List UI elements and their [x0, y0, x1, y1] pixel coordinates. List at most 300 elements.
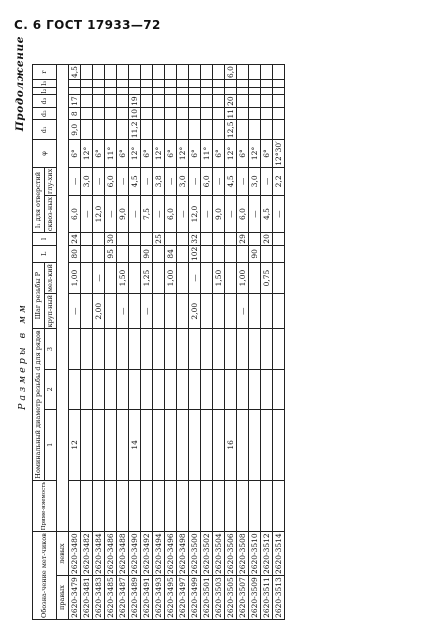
cell-l1a: —: [225, 195, 237, 232]
cell-l1a: —: [129, 195, 141, 232]
cell-d: 12: [69, 409, 81, 480]
cell-l2: [129, 87, 141, 95]
cell-d: [153, 409, 165, 480]
table-title: Размеры в мм: [17, 302, 28, 410]
cell-l1a: —: [153, 195, 165, 232]
cell-l1a: 7,5: [141, 195, 153, 232]
l-header: l: [33, 233, 57, 246]
cell-l1a: 9,0: [213, 195, 225, 232]
cell-d1: [249, 120, 261, 140]
cell-coarse: [261, 294, 273, 329]
cell-l2: [261, 87, 273, 95]
cell-l1a: 12,0: [93, 195, 105, 232]
cell-left: 2620-3488: [118, 533, 127, 575]
cell-d2r: [153, 369, 165, 409]
cell-right: 2620-3513: [274, 577, 283, 618]
cell-right: 2620-3483: [94, 577, 103, 618]
table-row: [273, 65, 285, 620]
cell-l1b: —: [213, 167, 225, 195]
cell-coarse: [273, 294, 285, 329]
cell-left: 2620-3480: [70, 533, 79, 575]
cell-r: [249, 65, 261, 80]
cell-d2: [105, 107, 117, 120]
cell-l2: [153, 87, 165, 95]
cell-d3: [273, 95, 285, 108]
cell-l1b: 3,0: [177, 167, 189, 195]
cell-fine: [81, 263, 93, 294]
cell-fine: [249, 263, 261, 294]
cell-d2: 10: [130, 108, 139, 119]
cell-right: 2620-3491: [142, 577, 151, 618]
table-row: [93, 65, 105, 620]
cell-l1b: —: [189, 167, 201, 195]
cell-app: [165, 480, 177, 531]
table-row: [249, 65, 261, 620]
cell-phi: 12°30′: [274, 141, 283, 166]
cell-r: [141, 65, 153, 80]
cell-l2: [81, 87, 93, 95]
cell-d2r: [141, 369, 153, 409]
cell-r: [93, 65, 105, 80]
right-header: правых: [57, 576, 69, 620]
cell-d3r: [213, 329, 225, 369]
cell-coarse: —: [69, 294, 81, 329]
cell-l3: [237, 80, 249, 88]
table-row: [189, 65, 201, 620]
cell-r: [177, 65, 189, 80]
cell-left: 2620-3512: [262, 533, 271, 575]
cell-l1b: —: [141, 167, 153, 195]
cell-d3r: [141, 329, 153, 369]
cell-d2r: [189, 369, 201, 409]
cell-d3: [165, 95, 177, 108]
cell-l1b: 6,0: [201, 167, 213, 195]
cell-d1: [117, 120, 129, 140]
cell-app: [249, 480, 261, 531]
cell-l1b: —: [261, 167, 273, 195]
cell-r: 4,5: [70, 66, 79, 78]
cell-phi: 12°: [249, 140, 261, 168]
cell-d3r: [93, 329, 105, 369]
cell-coarse: —: [141, 294, 153, 329]
cell-l: 30: [106, 234, 115, 244]
cell-left: 2620-3502: [202, 533, 211, 575]
cell-l2: [69, 87, 81, 95]
cell-l1a: —: [273, 195, 285, 232]
cell-l3: [153, 80, 165, 88]
cell-d2r: [117, 369, 129, 409]
cell-r: [189, 65, 201, 80]
cell-L: 102: [190, 246, 199, 262]
table-row: [153, 65, 165, 620]
cell-d3: 19: [130, 96, 139, 106]
cell-l2: [105, 87, 117, 95]
cell-d3r: [201, 329, 213, 369]
fine-header: мел-кий: [45, 263, 57, 294]
cell-l3: [69, 80, 81, 88]
cell-phi: 12°: [129, 140, 141, 168]
cell-right: 2620-3507: [238, 577, 247, 618]
cell-fine: 1,50: [117, 263, 129, 294]
cell-L: [261, 245, 273, 262]
continuation-label: Продолжение: [14, 36, 26, 132]
cell-d1: 12,5: [226, 121, 235, 139]
cell-d1: [261, 120, 273, 140]
cell-app: [117, 480, 129, 531]
cell-coarse: [249, 294, 261, 329]
cell-fine: 0,75: [261, 263, 273, 294]
cell-l2: [201, 87, 213, 95]
cell-d3r: [189, 329, 201, 369]
cell-l: 32: [190, 234, 199, 244]
cell-app: [129, 480, 141, 531]
cell-d2r: [105, 369, 117, 409]
cell-L: 84: [165, 245, 177, 262]
cell-coarse: [129, 294, 141, 329]
table-row: [177, 65, 189, 620]
cell-l3: [261, 80, 273, 88]
cell-right: 2620-3511: [262, 577, 271, 618]
cell-d2: [237, 107, 249, 120]
cell-l2: [273, 87, 285, 95]
cell-coarse: [225, 294, 237, 329]
cell-d: [189, 409, 201, 480]
cell-l2: [165, 87, 177, 95]
cell-l: [249, 233, 261, 246]
cell-phi: 6°: [93, 140, 105, 168]
cell-d3r: [69, 329, 81, 369]
table-row: [237, 65, 249, 620]
cell-phi: 12°: [177, 140, 189, 168]
cell-fine: [201, 263, 213, 294]
cell-l1b: —: [117, 167, 129, 195]
cell-r: 6,0: [226, 66, 235, 78]
row-2-header: 2: [45, 369, 57, 409]
cell-d2: [177, 107, 189, 120]
cell-d3: [81, 95, 93, 108]
cell-l1a: 9,0: [117, 195, 129, 232]
d3-header: d₃: [33, 95, 57, 108]
cell-left: 2620-3500: [190, 533, 199, 575]
cell-app: [189, 480, 201, 531]
table-row: [213, 65, 225, 620]
cell-d3r: [153, 329, 165, 369]
cell-l1a: 6,0: [237, 195, 249, 232]
cell-d2: [189, 107, 201, 120]
cell-l3: [93, 80, 105, 88]
cell-l: [129, 233, 141, 246]
cell-phi: 6°: [69, 140, 81, 168]
cell-left: 2620-3504: [214, 533, 223, 575]
cell-l3: [225, 80, 237, 88]
through-header: сквоз-ных: [45, 195, 57, 232]
cell-d: [213, 409, 225, 480]
table-row: [261, 65, 273, 620]
cell-d3r: [237, 329, 249, 369]
cell-right: 2620-3497: [178, 577, 187, 618]
cell-l: 29: [238, 234, 247, 244]
cell-d3: [141, 95, 153, 108]
cell-d2: [213, 107, 225, 120]
cell-d: [177, 409, 189, 480]
cell-d2: [81, 107, 93, 120]
cell-l: 20: [262, 234, 271, 244]
cell-d1: [177, 120, 189, 140]
d2-header: d₂: [33, 107, 57, 120]
cell-d2r: [69, 369, 81, 409]
cell-L: [237, 245, 249, 262]
cell-d2: [153, 107, 165, 120]
cell-l2: [141, 87, 153, 95]
cell-l1b: —: [69, 167, 81, 195]
cell-r: [237, 65, 249, 80]
cell-phi: 12°: [81, 140, 93, 168]
cell-d2r: [213, 369, 225, 409]
cell-d1: 11,2: [130, 121, 139, 139]
cell-l3: [105, 80, 117, 88]
cell-l: [165, 233, 177, 246]
cell-l1a: —: [105, 195, 117, 232]
l2-header: l₂: [33, 87, 57, 95]
cell-coarse: —: [117, 294, 129, 329]
cell-l1a: —: [201, 195, 213, 232]
cell-l1b: —: [237, 167, 249, 195]
cell-l2: [117, 87, 129, 95]
cell-phi: 11°: [105, 140, 117, 168]
cell-left: 2620-3498: [178, 533, 187, 575]
cell-l: [81, 233, 93, 246]
cell-L: 95: [105, 245, 117, 262]
cell-left: 2620-3508: [238, 533, 247, 575]
cell-right: 2620-3501: [202, 577, 211, 618]
cell-coarse: —: [237, 294, 249, 329]
cell-l3: [249, 80, 261, 88]
cell-fine: 1,25: [141, 263, 153, 294]
cell-fine: [153, 263, 165, 294]
cell-d2r: [237, 369, 249, 409]
cell-right: 2620-3481: [82, 577, 91, 618]
row-3-header: 3: [45, 329, 57, 369]
cell-d2: [93, 107, 105, 120]
cell-l1a: 4,5: [261, 195, 273, 232]
cell-d: [117, 409, 129, 480]
applicability-header: Приме-няемость: [33, 480, 57, 531]
cell-l1b: 4,5: [225, 167, 237, 195]
cell-right: 2620-3503: [214, 577, 223, 618]
cell-fine: [105, 263, 117, 294]
cell-left: 2620-3484: [94, 533, 103, 575]
cell-d3r: [273, 329, 285, 369]
cell-left: 2620-3510: [250, 533, 259, 575]
cell-l2: [213, 87, 225, 95]
cell-d1: [93, 120, 105, 140]
cell-L: [225, 245, 237, 262]
cell-left: 2620-3494: [154, 533, 163, 575]
cell-d1: 9,0: [69, 120, 81, 140]
cell-fine: 1,00: [69, 263, 81, 294]
cell-d1: [141, 120, 153, 140]
cell-phi: 12°: [225, 140, 237, 168]
cell-d2r: [93, 369, 105, 409]
cell-right: 2620-3487: [118, 577, 127, 618]
cell-l1a: —: [81, 195, 93, 232]
cell-l3: [189, 80, 201, 88]
cell-d: [201, 409, 213, 480]
cell-l2: [225, 87, 237, 95]
table-row: [81, 65, 93, 620]
table-row: [141, 65, 153, 620]
cell-l1a: —: [177, 195, 189, 232]
cell-d: [237, 409, 249, 480]
cell-L: 90: [249, 245, 261, 262]
cell-l2: [237, 87, 249, 95]
cell-coarse: [81, 294, 93, 329]
cell-l1a: 12,0: [189, 195, 201, 232]
cell-d3: [213, 95, 225, 108]
cell-d3r: [165, 329, 177, 369]
cell-l1a: 6,0: [165, 195, 177, 232]
cell-l1b: 6,0: [105, 167, 117, 195]
cell-d3r: [129, 329, 141, 369]
cell-l: [177, 233, 189, 246]
cell-l1a: —: [249, 195, 261, 232]
cell-app: [69, 480, 81, 531]
cell-right: 2620-3493: [154, 577, 163, 618]
cell-L: [129, 245, 141, 262]
cell-r: [165, 65, 177, 80]
cell-app: [93, 480, 105, 531]
cell-d3r: [225, 329, 237, 369]
cell-d3: [189, 95, 201, 108]
cell-phi: 12°: [153, 140, 165, 168]
cell-d3r: [261, 329, 273, 369]
cell-L: 80: [69, 245, 81, 262]
cell-l3: [141, 80, 153, 88]
cell-d3r: [105, 329, 117, 369]
cell-d2r: [249, 369, 261, 409]
cell-r: [153, 65, 165, 80]
row-1-header: 1: [45, 409, 57, 480]
cell-coarse: [213, 294, 225, 329]
cell-d: [165, 409, 177, 480]
left-header: левых: [57, 532, 69, 576]
cell-d3: [201, 95, 213, 108]
cell-right: 2620-3505: [226, 577, 235, 618]
cell-d2: [165, 107, 177, 120]
d1-header: d₁: [33, 120, 57, 140]
cell-l: [141, 233, 153, 246]
cell-r: [105, 65, 117, 80]
cell-l1b: 3,0: [81, 167, 93, 195]
table-row: [225, 65, 237, 620]
cell-l1b: 3,8: [153, 167, 165, 195]
cell-d1: [237, 120, 249, 140]
cell-d2: 11: [226, 108, 235, 119]
cell-d2r: [261, 369, 273, 409]
cell-right: 2620-3509: [250, 577, 259, 618]
cell-coarse: [201, 294, 213, 329]
cell-app: [225, 480, 237, 531]
cell-d3: [177, 95, 189, 108]
cell-right: 2620-3499: [190, 577, 199, 618]
cell-r: [213, 65, 225, 80]
cell-fine: 1,00: [165, 263, 177, 294]
cell-L: [117, 245, 129, 262]
cell-d1: [273, 120, 285, 140]
l3-header: l₃: [33, 80, 57, 88]
cell-phi: 6°: [261, 140, 273, 168]
cell-l: 24: [70, 234, 79, 244]
table-row: [117, 65, 129, 620]
cell-fine: [273, 263, 285, 294]
cell-right: 2620-3495: [166, 577, 175, 618]
cell-d3r: [81, 329, 93, 369]
cell-d1: [105, 120, 117, 140]
cell-l1a: 6,0: [69, 195, 81, 232]
cell-d2: [273, 107, 285, 120]
L-header: L: [33, 245, 57, 262]
dimensions-table: [32, 64, 285, 620]
cell-l: [225, 233, 237, 246]
cell-d3: [249, 95, 261, 108]
cell-d1: [153, 120, 165, 140]
cell-l1b: 3,0: [249, 167, 261, 195]
cell-l2: [93, 87, 105, 95]
cell-left: 2620-3506: [226, 533, 235, 575]
phi-header: φ: [33, 140, 57, 168]
cell-d1: [201, 120, 213, 140]
cell-coarse: 2,00: [93, 294, 105, 329]
cell-coarse: [105, 294, 117, 329]
cell-app: [153, 480, 165, 531]
designation-header: Обозна-чение мет-чиков: [33, 532, 57, 620]
cell-d: [93, 409, 105, 480]
cell-d2r: [273, 369, 285, 409]
cell-d: 16: [225, 409, 237, 480]
cell-left: 2620-3492: [142, 533, 151, 575]
cell-app: [273, 480, 285, 531]
cell-right: 2620-3489: [130, 577, 139, 618]
cell-r: [129, 65, 141, 80]
cell-d: [249, 409, 261, 480]
cell-d3: [105, 95, 117, 108]
cell-l3: [165, 80, 177, 88]
cell-l1b: —: [165, 167, 177, 195]
cell-l: [273, 233, 285, 246]
cell-fine: [177, 263, 189, 294]
cell-d2: [249, 107, 261, 120]
cell-fine: [129, 263, 141, 294]
cell-d: [81, 409, 93, 480]
cell-phi: 6°: [141, 140, 153, 168]
table-row: [201, 65, 213, 620]
cell-app: [177, 480, 189, 531]
cell-l3: [177, 80, 189, 88]
cell-d: [261, 409, 273, 480]
l1-header: l₁ для отверстий: [33, 167, 45, 232]
cell-l3: [213, 80, 225, 88]
cell-d2: [117, 107, 129, 120]
cell-fine: 1,50: [213, 263, 225, 294]
cell-app: [237, 480, 249, 531]
cell-left: 2620-3514: [274, 533, 283, 575]
cell-d: [273, 409, 285, 480]
cell-d: [105, 409, 117, 480]
cell-l3: [129, 80, 141, 88]
cell-l: [93, 233, 105, 246]
cell-phi: 6°: [165, 140, 177, 168]
cell-fine: 1,00: [237, 263, 249, 294]
